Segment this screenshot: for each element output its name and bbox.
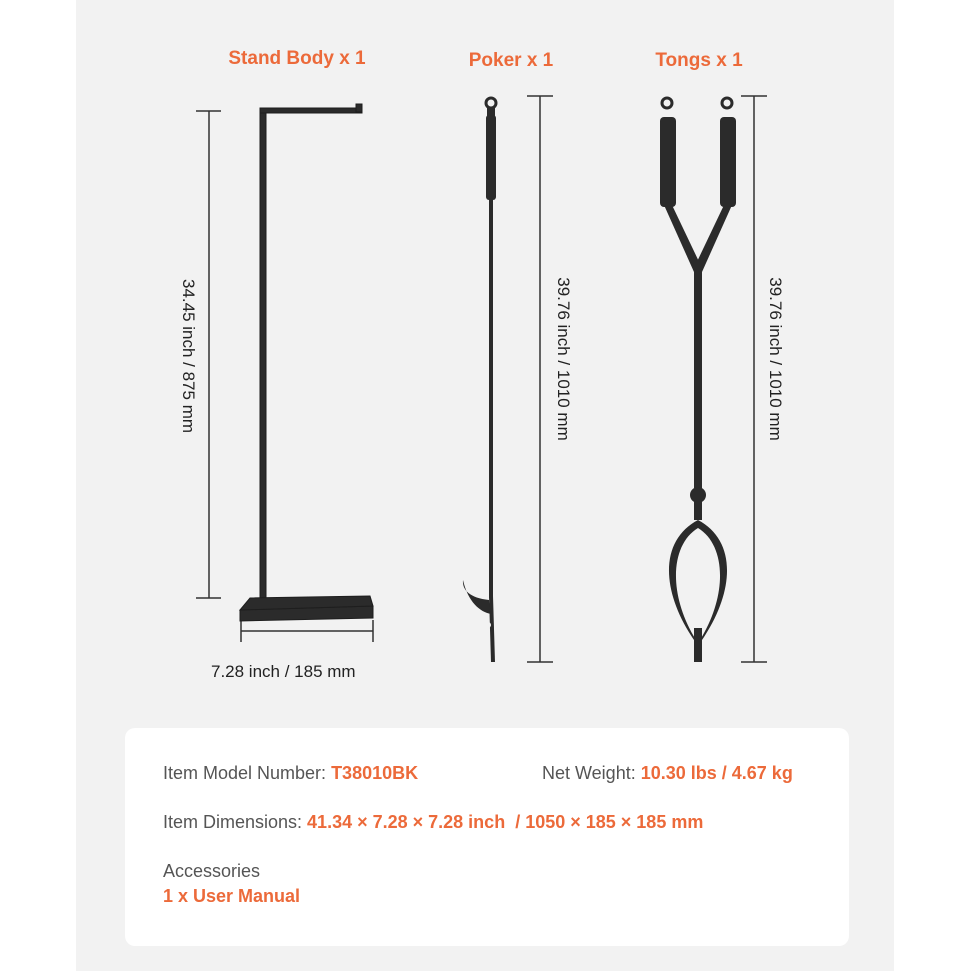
- stand-base-label: 7.28 inch / 185 mm: [211, 662, 356, 681]
- tongs-shape: [660, 98, 736, 662]
- stand-body-shape: [240, 104, 373, 621]
- stand-height-dimension-line: [196, 111, 221, 598]
- poker-length-dimension-line: [527, 96, 553, 662]
- dimensions-value: 41.34 × 7.28 × 7.28 inch / 1050 × 185 × 185 mm: [307, 812, 704, 832]
- net-weight-row: [542, 763, 793, 784]
- spec-card: [125, 728, 849, 946]
- dimensions-label: Item Dimensions:: [163, 812, 308, 832]
- poker-shape: [463, 98, 496, 662]
- stand-title: Stand Body x 1: [228, 48, 366, 69]
- model-number-label: Item Model Number:: [163, 763, 332, 783]
- poker-length-label: 39.76 inch / 1010 mm: [554, 277, 573, 441]
- stand-base-dimension-line: [241, 620, 373, 642]
- accessories-value: 1 x User Manual: [163, 886, 301, 906]
- tongs-title: Tongs x 1: [655, 50, 743, 71]
- model-number-value: T38010BK: [331, 763, 419, 783]
- dimensions-row: [163, 812, 703, 833]
- accessories-label: Accessories: [163, 861, 261, 881]
- net-weight-label: Net Weight:: [542, 763, 641, 783]
- tongs-length-label: 39.76 inch / 1010 mm: [766, 277, 785, 441]
- poker-title: Poker x 1: [468, 50, 554, 71]
- stand-height-label: 34.45 inch / 875 mm: [179, 278, 198, 434]
- tongs-length-dimension-line: [741, 96, 767, 662]
- model-number-row: [163, 763, 418, 784]
- net-weight-value: 10.30 lbs / 4.67 kg: [640, 763, 793, 783]
